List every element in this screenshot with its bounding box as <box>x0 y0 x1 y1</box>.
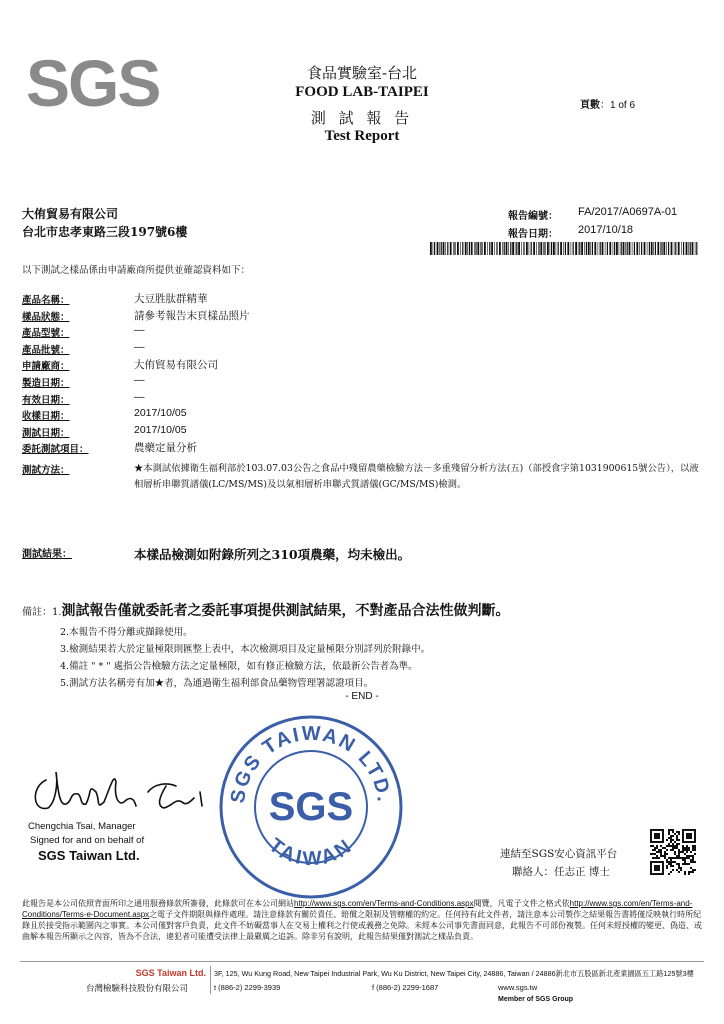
svg-text:TAIWAN <box>265 834 358 870</box>
report-date-label: 報告日期： <box>508 229 558 240</box>
field-value: — <box>134 324 145 337</box>
footer-divider <box>20 961 704 962</box>
field-value: 大豆胜肽群精華 <box>134 293 208 305</box>
field-label: 有效日期： <box>22 394 70 406</box>
intro-text: 以下測試之樣品係由申請廠商所提供並確認資料如下： <box>22 265 251 276</box>
page-value: ：1 of 6 <box>600 100 636 111</box>
handwritten-signature <box>26 762 226 822</box>
seal-bottom-text: TAIWAN <box>264 834 358 871</box>
qr-code-icon[interactable] <box>650 829 696 875</box>
footer-tel: t (886-2) 2299-3939 <box>214 983 281 992</box>
result-text: 本樣品檢測如附錄所列之310項農藥，均未檢出。 <box>134 547 411 562</box>
terms-link[interactable]: http://www.sgs.com/en/Terms-and-Conditions.aspx <box>294 899 474 908</box>
page-label: 頁數 <box>580 100 600 111</box>
field-label: 委託測試項目： <box>22 444 89 456</box>
field-label: 測試日期： <box>22 427 70 439</box>
signer-company: SGS Taiwan Ltd. <box>38 848 140 863</box>
sgs-seal-stamp <box>216 712 406 902</box>
method-text: ★本測試依據衛生福利部於103.07.03公告之食品中殘留農藥檢驗方法－多重殘留分析方法(五)（部授食字第1031900615號公告），以液相層析串聯質譜儀(LC/MS/MS)及以氣相層析串聯式質譜儀(GC/MS/MS)檢測。 <box>134 463 699 490</box>
note-prefix: 備註： <box>22 607 52 618</box>
note-1-num: 1. <box>52 607 62 618</box>
contact-person: 聯絡人：任志正 博士 <box>512 866 610 878</box>
seal-top-text: SGS TAIWAN LTD. <box>226 722 395 805</box>
method-label: 測試方法： <box>22 465 70 476</box>
field-value: 請參考報告末頁樣品照片 <box>134 309 250 322</box>
page-number <box>580 96 635 111</box>
report-no: FA/2017/A0697A-01 <box>578 206 678 218</box>
footer-company-en: SGS Taiwan Ltd. <box>135 968 206 978</box>
terms-e-document-link[interactable]: http://www.sgs.com/en/Terms-and-Conditions/Terms-e-Document.aspx <box>22 899 693 919</box>
footer-company-cn: 台灣檢驗科技股份有限公司 <box>86 984 189 994</box>
sgs-logo-text: SGS <box>26 48 160 116</box>
footer-address: 3F, 125, Wu Kung Road, New Taipei Industrial Park, Wu Ku District, New Taipei City, 24886, Taiwan / 24886新北市五股區新北產業園區五工路125號3樓 <box>214 969 694 978</box>
field-value: 農藥定量分析 <box>134 442 197 455</box>
field-value: — <box>134 390 145 403</box>
client-name: 大侑貿易有限公司 <box>22 207 119 221</box>
report-title-en: Test Report <box>324 128 400 144</box>
field-value: 2017/10/05 <box>134 423 187 436</box>
client-address: 台北市忠孝東路三段197號6樓 <box>22 225 188 239</box>
report-date: 2017/10/18 <box>578 224 634 236</box>
field-label: 申請廠商： <box>22 361 70 373</box>
note-2: 2.本報告不得分離或擷錄使用。 <box>60 627 193 638</box>
field-label: 產品型號： <box>22 328 70 340</box>
lab-name-cn: 食品實驗室-台北 <box>306 64 418 82</box>
report-title-cn: 測 試 報 告 <box>310 109 414 127</box>
signature-script: Chengchia Tsai <box>32 817 56 821</box>
note-1 <box>22 600 510 620</box>
signed-for: Signed for and on behalf of <box>30 835 145 846</box>
field-label: 製造日期： <box>22 378 70 389</box>
platform-link-text[interactable]: 連結至SGS安心資訊平台 <box>500 848 618 860</box>
field-label: 收樣日期： <box>22 411 70 423</box>
report-no-label: 報告編號： <box>508 211 558 222</box>
footer-member: Member of SGS Group <box>498 996 574 1003</box>
note-5: 5.測試方法名稱旁有加★者，為通過衛生福利部食品藥物管理署認證項目。 <box>60 678 374 689</box>
disclaimer <box>22 898 702 942</box>
note-4: 4.備註 " * " 處指公告檢驗方法之定量極限，如有修正檢驗方法，依最新公告者為準。 <box>60 661 418 672</box>
field-label: 樣品狀態： <box>22 311 70 323</box>
field-value: 2017/10/05 <box>134 407 187 420</box>
lab-name-en: FOOD LAB-TAIPEI <box>295 84 429 100</box>
barcode <box>430 242 700 255</box>
signer-name: Chengchia Tsai, Manager <box>28 821 136 832</box>
footer-web[interactable]: www.sgs.tw <box>498 983 538 992</box>
disclaimer-part-3: 之電子文件期限與條件處理。請注意條款有關於責任、賠償之限制及管轄權的約定。任何持有此文件者，請注意本公司製作之結果報告書將僅反映執行時所紀錄且於接受指示範圍內之事實。本公司僅對客戶負責，此文件不妨礙當事人在交易上權利之行使或義務之免除。未經本公司事先書面同意，此報告不可部份複製。任何未經授權的變更、偽造、或曲解本報告所顯示之內容，皆為不合法，違犯者可能遭受法律上最嚴厲之追訴。除非另有說明，此報告結果僅對測試之樣品負責。 <box>22 910 702 941</box>
result-label: 測試結果： <box>22 549 72 560</box>
note-3: 3.檢測結果若大於定量極限則匯整上表中，本次檢測項目及定量極限分別詳列於附錄中。 <box>60 644 431 655</box>
end-marker: - END - <box>345 691 379 702</box>
note-1-text: 測試報告僅就委託者之委託事項提供測試結果，不對產品合法性做判斷。 <box>61 603 510 619</box>
field-label: 產品批號： <box>22 344 70 356</box>
field-label: 產品名稱： <box>22 295 70 306</box>
disclaimer-part-2: 閱覽，凡電子文件之格式依 <box>473 899 570 908</box>
footer-fax: f (886-2) 2299-1687 <box>372 983 439 992</box>
seal-center-text: SGS <box>268 785 354 829</box>
field-value: 大侑貿易有限公司 <box>134 359 218 372</box>
footer-separator <box>210 966 211 994</box>
field-value: — <box>134 374 145 386</box>
disclaimer-part-1: 此報告是本公司依照背面所印之通用服務條款所簽發，此條款可在本公司網站 <box>22 899 294 908</box>
field-value: — <box>134 340 145 353</box>
